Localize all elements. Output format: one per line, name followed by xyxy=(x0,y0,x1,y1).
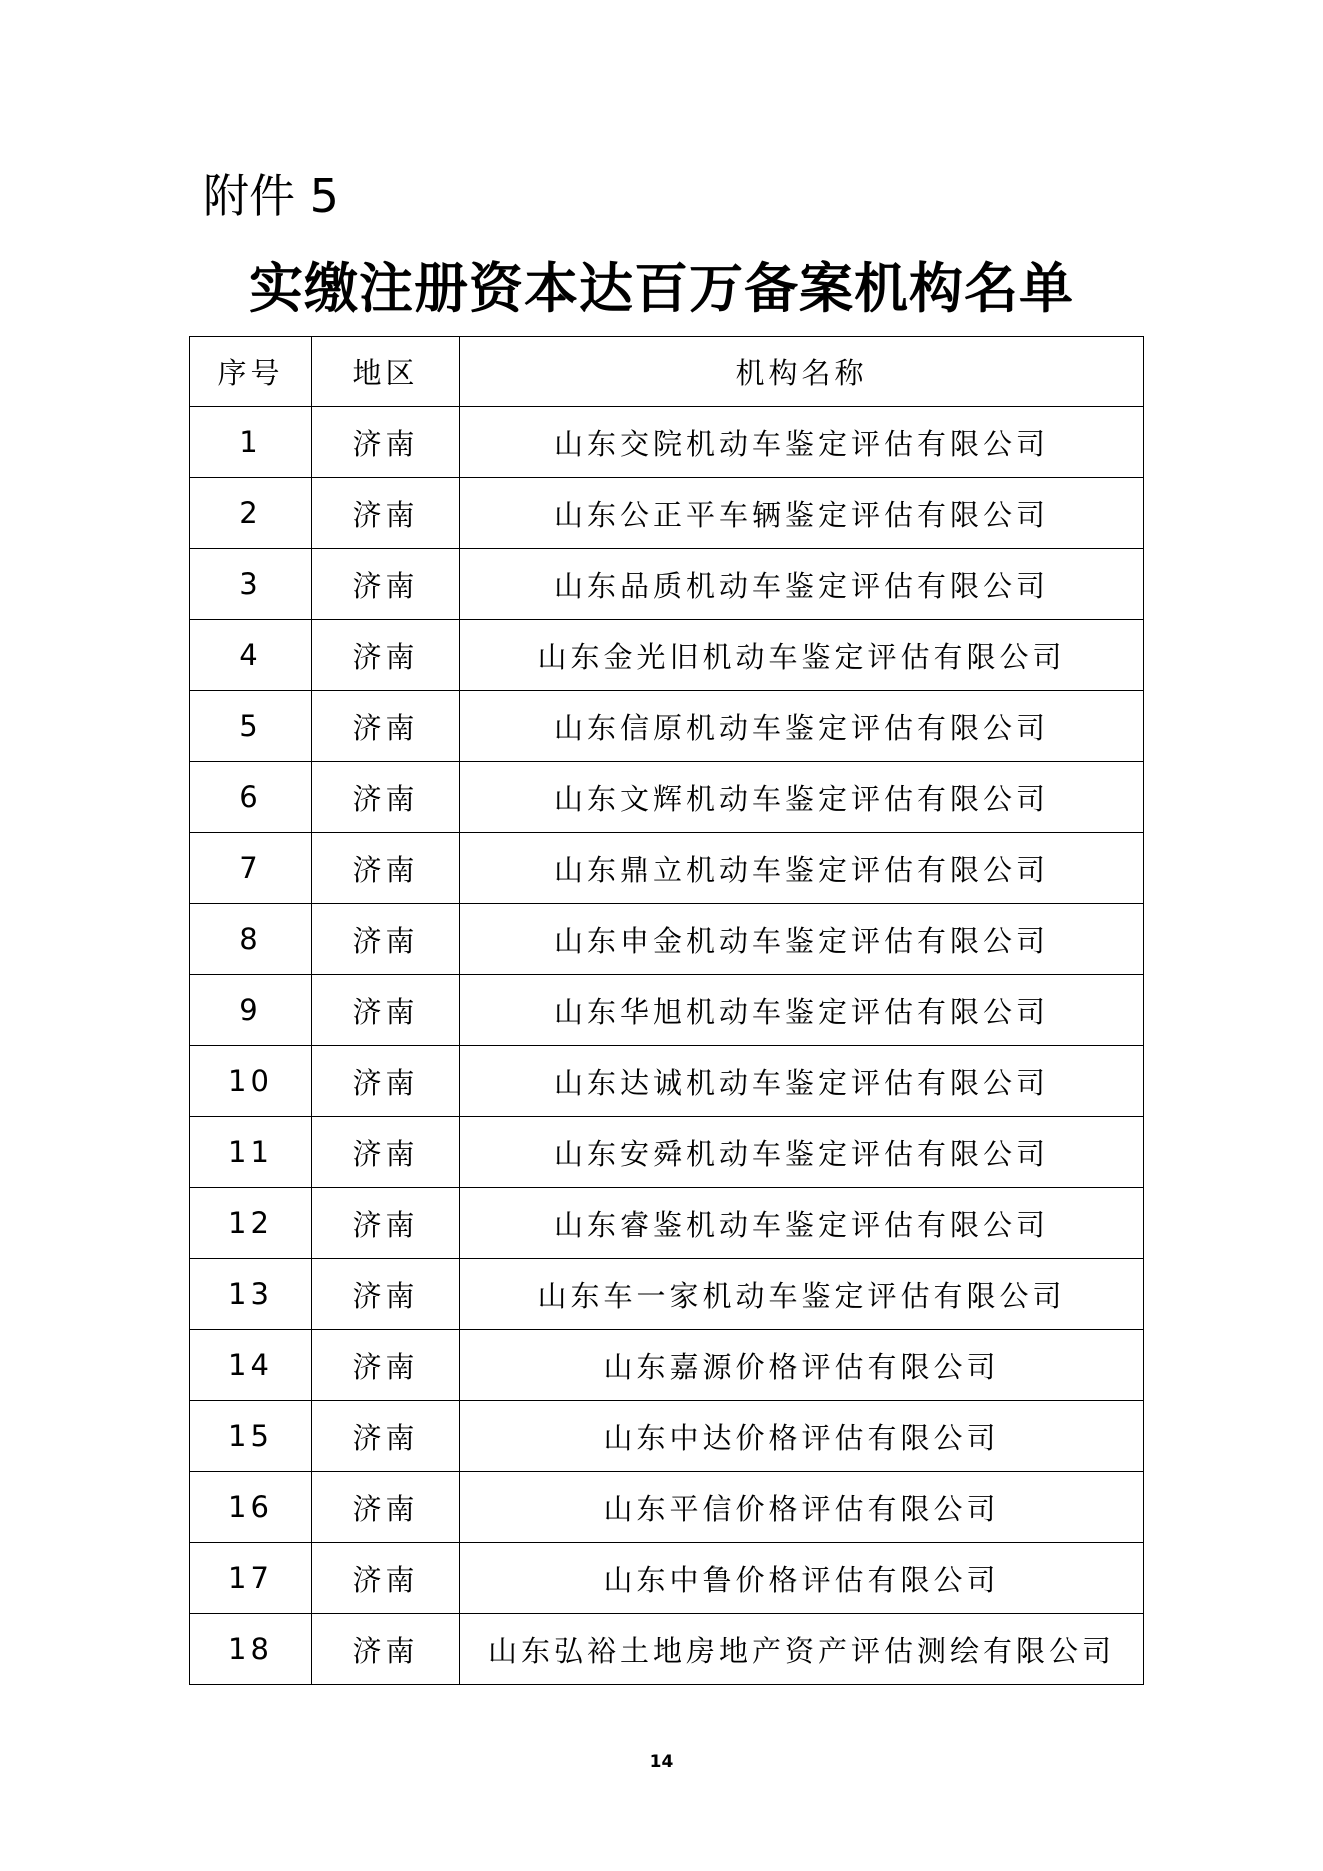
cell-region: 济南 xyxy=(312,1401,460,1472)
table-row xyxy=(190,478,1144,549)
cell-institution-name: 山东金光旧机动车鉴定评估有限公司 xyxy=(460,620,1144,691)
cell-institution-name: 山东申金机动车鉴定评估有限公司 xyxy=(460,904,1144,975)
cell-region: 济南 xyxy=(312,1543,460,1614)
cell-institution-name: 山东弘裕土地房地产资产评估测绘有限公司 xyxy=(460,1614,1144,1685)
table-row xyxy=(190,975,1144,1046)
cell-institution-name: 山东信原机动车鉴定评估有限公司 xyxy=(460,691,1144,762)
cell-region: 济南 xyxy=(312,620,460,691)
cell-serial-number: 3 xyxy=(190,549,312,620)
cell-serial-number: 10 xyxy=(190,1046,312,1117)
table-row xyxy=(190,1614,1144,1685)
cell-region: 济南 xyxy=(312,975,460,1046)
table-row xyxy=(190,762,1144,833)
cell-institution-name: 山东中达价格评估有限公司 xyxy=(460,1401,1144,1472)
table-row xyxy=(190,1188,1144,1259)
cell-region: 济南 xyxy=(312,833,460,904)
cell-institution-name: 山东睿鉴机动车鉴定评估有限公司 xyxy=(460,1188,1144,1259)
cell-serial-number: 12 xyxy=(190,1188,312,1259)
cell-serial-number: 5 xyxy=(190,691,312,762)
cell-serial-number: 17 xyxy=(190,1543,312,1614)
header-region: 地区 xyxy=(312,337,460,407)
table-row xyxy=(190,1330,1144,1401)
cell-serial-number: 1 xyxy=(190,407,312,478)
table-row xyxy=(190,1543,1144,1614)
cell-region: 济南 xyxy=(312,1188,460,1259)
cell-region: 济南 xyxy=(312,549,460,620)
institution-table xyxy=(189,336,1144,1685)
attachment-label: 附件 5 xyxy=(203,169,339,223)
cell-region: 济南 xyxy=(312,407,460,478)
table-row xyxy=(190,1401,1144,1472)
cell-region: 济南 xyxy=(312,1046,460,1117)
cell-region: 济南 xyxy=(312,1259,460,1330)
table-row xyxy=(190,1117,1144,1188)
cell-institution-name: 山东品质机动车鉴定评估有限公司 xyxy=(460,549,1144,620)
table-row xyxy=(190,407,1144,478)
cell-region: 济南 xyxy=(312,1472,460,1543)
cell-serial-number: 6 xyxy=(190,762,312,833)
cell-institution-name: 山东文辉机动车鉴定评估有限公司 xyxy=(460,762,1144,833)
cell-serial-number: 15 xyxy=(190,1401,312,1472)
table-row xyxy=(190,620,1144,691)
cell-region: 济南 xyxy=(312,1330,460,1401)
table-row xyxy=(190,904,1144,975)
cell-institution-name: 山东嘉源价格评估有限公司 xyxy=(460,1330,1144,1401)
cell-institution-name: 山东安舜机动车鉴定评估有限公司 xyxy=(460,1117,1144,1188)
table-row xyxy=(190,1259,1144,1330)
cell-institution-name: 山东公正平车辆鉴定评估有限公司 xyxy=(460,478,1144,549)
cell-institution-name: 山东平信价格评估有限公司 xyxy=(460,1472,1144,1543)
table-row xyxy=(190,1472,1144,1543)
cell-serial-number: 18 xyxy=(190,1614,312,1685)
cell-serial-number: 2 xyxy=(190,478,312,549)
page-number: 14 xyxy=(649,1752,674,1772)
cell-institution-name: 山东车一家机动车鉴定评估有限公司 xyxy=(460,1259,1144,1330)
cell-serial-number: 4 xyxy=(190,620,312,691)
table-header-row xyxy=(190,337,1144,407)
cell-serial-number: 9 xyxy=(190,975,312,1046)
cell-institution-name: 山东华旭机动车鉴定评估有限公司 xyxy=(460,975,1144,1046)
cell-region: 济南 xyxy=(312,904,460,975)
page-title: 实缴注册资本达百万备案机构名单 xyxy=(249,256,1074,320)
cell-serial-number: 14 xyxy=(190,1330,312,1401)
cell-region: 济南 xyxy=(312,691,460,762)
cell-serial-number: 16 xyxy=(190,1472,312,1543)
cell-serial-number: 7 xyxy=(190,833,312,904)
cell-institution-name: 山东交院机动车鉴定评估有限公司 xyxy=(460,407,1144,478)
table-row xyxy=(190,1046,1144,1117)
cell-serial-number: 8 xyxy=(190,904,312,975)
cell-institution-name: 山东达诚机动车鉴定评估有限公司 xyxy=(460,1046,1144,1117)
header-institution-name: 机构名称 xyxy=(460,337,1144,407)
cell-region: 济南 xyxy=(312,762,460,833)
cell-institution-name: 山东鼎立机动车鉴定评估有限公司 xyxy=(460,833,1144,904)
cell-serial-number: 13 xyxy=(190,1259,312,1330)
cell-region: 济南 xyxy=(312,1117,460,1188)
table-row xyxy=(190,691,1144,762)
cell-institution-name: 山东中鲁价格评估有限公司 xyxy=(460,1543,1144,1614)
cell-serial-number: 11 xyxy=(190,1117,312,1188)
table-row xyxy=(190,833,1144,904)
table-row xyxy=(190,549,1144,620)
cell-region: 济南 xyxy=(312,1614,460,1685)
cell-region: 济南 xyxy=(312,478,460,549)
header-serial-number: 序号 xyxy=(190,337,312,407)
